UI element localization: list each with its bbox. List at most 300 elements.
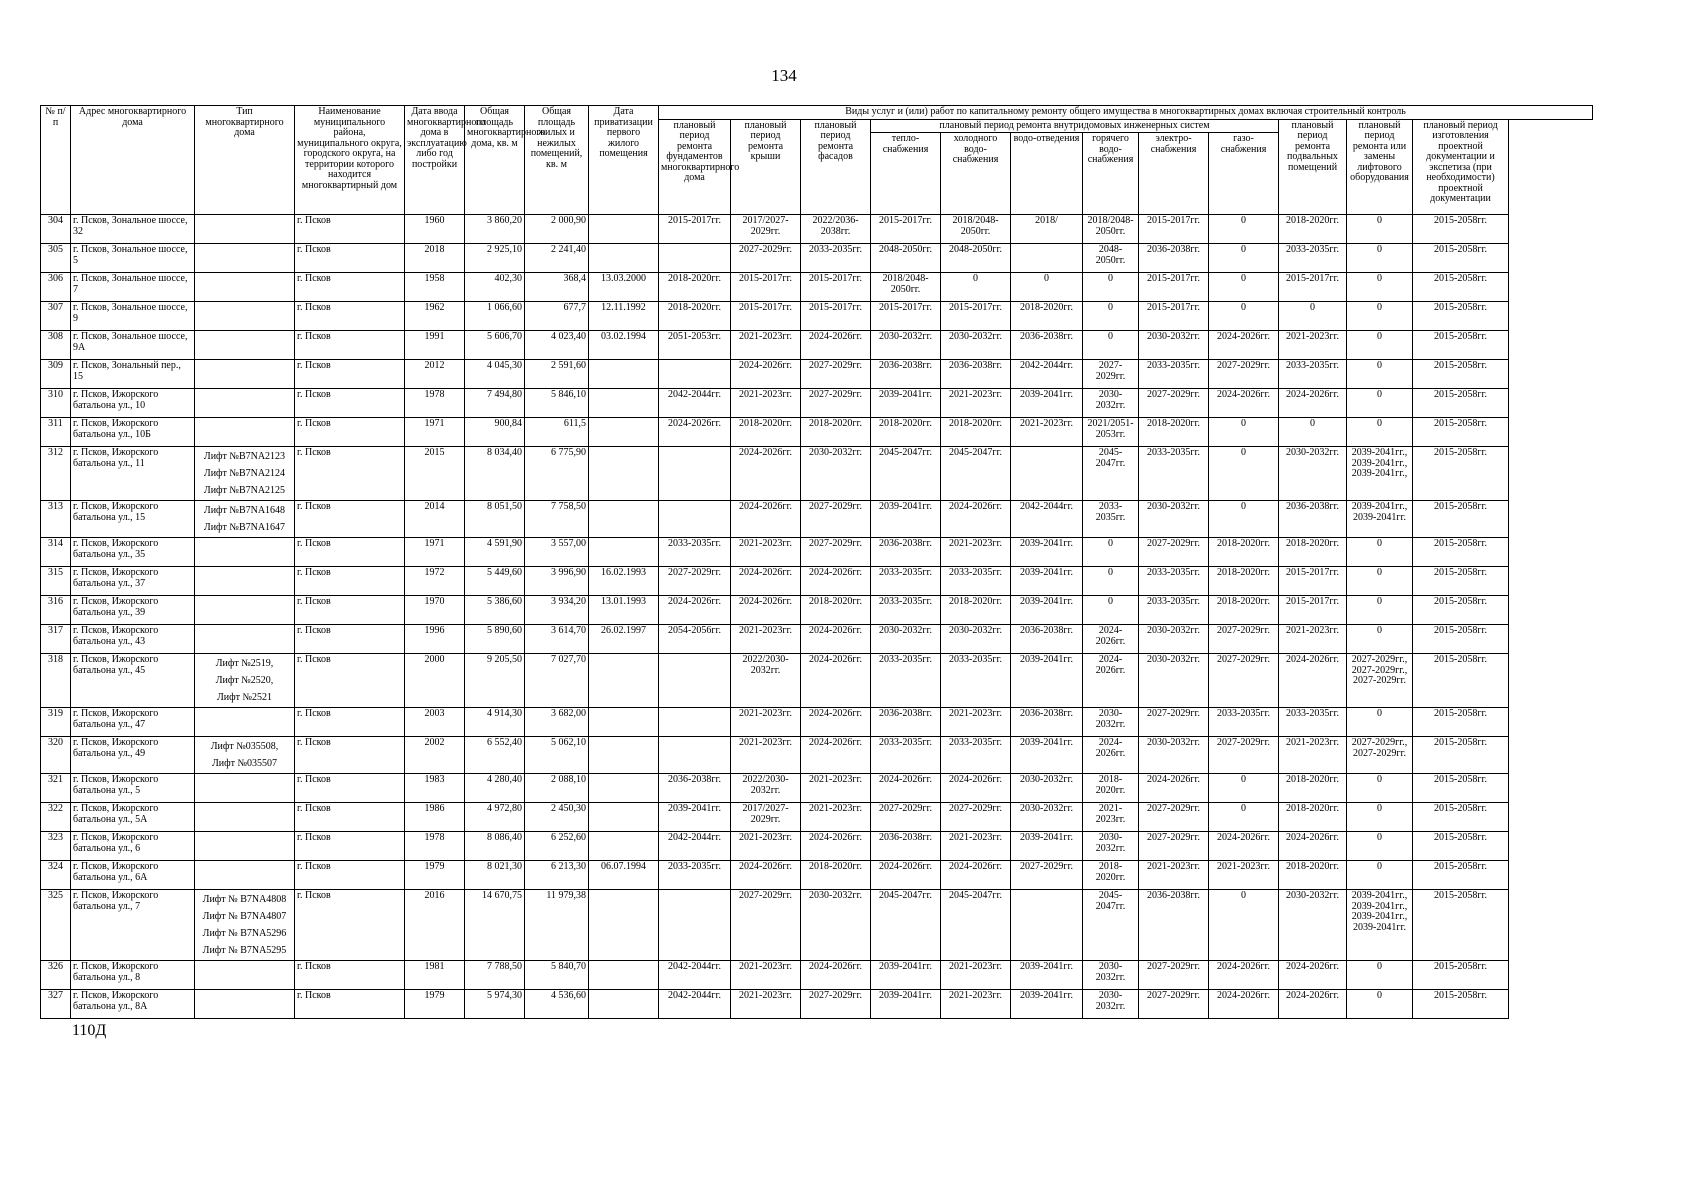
cell-row-number: 322 bbox=[41, 803, 71, 832]
lift-id: Лифт № B7NA5295 bbox=[202, 945, 287, 956]
elevator-period-item: 2027-2029гг., bbox=[1351, 664, 1408, 676]
cell-year: 2003 bbox=[405, 708, 465, 737]
header-design: плановый период изготовления проектной документации и экспетиза (при необходимости) проектной документации bbox=[1413, 119, 1509, 215]
cell-electric-period: 2036-2038гг. bbox=[1139, 890, 1209, 961]
cell-facade-period: 2027-2029гг. bbox=[801, 990, 871, 1019]
cell-row-number: 324 bbox=[41, 861, 71, 890]
cell-municipality: г. Псков bbox=[295, 389, 405, 418]
table-row bbox=[41, 961, 1593, 990]
cell-hot-water-period: 0 bbox=[1083, 596, 1139, 625]
cell-hot-water-period: 2027-2029гг. bbox=[1083, 360, 1139, 389]
cell-basement-period: 2024-2026гг. bbox=[1279, 654, 1347, 708]
cell-heat-period: 2039-2041гг. bbox=[871, 501, 941, 538]
cell-drainage-period: 2039-2041гг. bbox=[1011, 990, 1083, 1019]
cell-facade-period: 2027-2029гг. bbox=[801, 360, 871, 389]
cell-hot-water-period: 2030-2032гг. bbox=[1083, 990, 1139, 1019]
cell-foundation-period: 2039-2041гг. bbox=[659, 803, 731, 832]
cell-cold-water-period: 2045-2047гг. bbox=[941, 890, 1011, 961]
cell-design-period: 2015-2058гг. bbox=[1413, 389, 1509, 418]
cell-address: г. Псков, Зональное шоссе, 9А bbox=[71, 331, 195, 360]
cell-total-area: 900,84 bbox=[465, 418, 525, 447]
cell-gas-period: 2018-2020гг. bbox=[1209, 567, 1279, 596]
cell-living-area: 2 450,30 bbox=[525, 803, 589, 832]
cell-address: г. Псков, Ижорского батальона ул., 15 bbox=[71, 501, 195, 538]
cell-year: 1981 bbox=[405, 961, 465, 990]
cell-hot-water-period: 2030-2032гг. bbox=[1083, 832, 1139, 861]
cell-living-area: 6 252,60 bbox=[525, 832, 589, 861]
cell-living-area: 3 934,20 bbox=[525, 596, 589, 625]
cell-hot-water-period: 2045-2047гг. bbox=[1083, 890, 1139, 961]
cell-privatization-date bbox=[589, 708, 659, 737]
cell-design-period: 2015-2058гг. bbox=[1413, 567, 1509, 596]
cell-gas-period: 2024-2026гг. bbox=[1209, 990, 1279, 1019]
cell-elevator-period: 0 bbox=[1347, 360, 1413, 389]
cell-foundation-period bbox=[659, 447, 731, 501]
cell-privatization-date bbox=[589, 418, 659, 447]
cell-hot-water-period: 2045-2047гг. bbox=[1083, 447, 1139, 501]
cell-roof-period: 2024-2026гг. bbox=[731, 861, 801, 890]
cell-house-type bbox=[195, 861, 295, 890]
cell-cold-water-period: 2015-2017гг. bbox=[941, 302, 1011, 331]
cell-living-area: 5 840,70 bbox=[525, 961, 589, 990]
cell-basement-period: 2018-2020гг. bbox=[1279, 861, 1347, 890]
elevator-period-item: 2039-2041гг. bbox=[1353, 921, 1406, 933]
cell-basement-period: 2024-2026гг. bbox=[1279, 832, 1347, 861]
cell-total-area: 8 021,30 bbox=[465, 861, 525, 890]
cell-year: 1991 bbox=[405, 331, 465, 360]
cell-address: г. Псков, Ижорского батальона ул., 6А bbox=[71, 861, 195, 890]
cell-drainage-period: 2039-2041гг. bbox=[1011, 596, 1083, 625]
lift-id: Лифт №035508, bbox=[210, 741, 279, 752]
cell-living-area: 3 557,00 bbox=[525, 538, 589, 567]
cell-roof-period: 2024-2026гг. bbox=[731, 596, 801, 625]
cell-gas-period: 0 bbox=[1209, 447, 1279, 501]
cell-municipality: г. Псков bbox=[295, 331, 405, 360]
cell-heat-period: 2024-2026гг. bbox=[871, 861, 941, 890]
cell-address: г. Псков, Ижорского батальона ул., 5А bbox=[71, 803, 195, 832]
cell-row-number: 304 bbox=[41, 215, 71, 244]
cell-heat-period: 2036-2038гг. bbox=[871, 360, 941, 389]
cell-hot-water-period: 0 bbox=[1083, 302, 1139, 331]
cell-total-area: 2 925,10 bbox=[465, 244, 525, 273]
cell-design-period: 2015-2058гг. bbox=[1413, 538, 1509, 567]
page-number: 134 bbox=[771, 66, 797, 85]
elevator-period-item: 2027-2029гг. bbox=[1353, 675, 1406, 686]
cell-electric-period: 2015-2017гг. bbox=[1139, 302, 1209, 331]
cell-row-number: 326 bbox=[41, 961, 71, 990]
header-drainage: водо-отведения bbox=[1011, 133, 1083, 215]
cell-roof-period: 2015-2017гг. bbox=[731, 302, 801, 331]
table-row bbox=[41, 861, 1593, 890]
cell-house-type bbox=[195, 737, 295, 774]
cell-privatization-date bbox=[589, 961, 659, 990]
cell-facade-period: 2018-2020гг. bbox=[801, 861, 871, 890]
cell-house-type bbox=[195, 708, 295, 737]
cell-hot-water-period: 2033-2035гг. bbox=[1083, 501, 1139, 538]
cell-living-area: 3 614,70 bbox=[525, 625, 589, 654]
cell-heat-period: 2033-2035гг. bbox=[871, 596, 941, 625]
elevator-period-item: 2039-2041гг., bbox=[1351, 468, 1408, 479]
cell-total-area: 4 045,30 bbox=[465, 360, 525, 389]
cell-year: 1958 bbox=[405, 273, 465, 302]
cell-foundation-period: 2015-2017гг. bbox=[659, 215, 731, 244]
cell-cold-water-period: 2018/2048-2050гг. bbox=[941, 215, 1011, 244]
cell-address: г. Псков, Зональное шоссе, 32 bbox=[71, 215, 195, 244]
cell-roof-period: 2024-2026гг. bbox=[731, 447, 801, 501]
header-municipality: Наименование муниципального района, муниципального округа, городского округа, на территории которого находится многоквартирный дом bbox=[295, 106, 405, 215]
cell-privatization-date bbox=[589, 654, 659, 708]
cell-cold-water-period: 2021-2023гг. bbox=[941, 832, 1011, 861]
cell-hot-water-period: 0 bbox=[1083, 273, 1139, 302]
header-foundation: плановый период ремонта фундаментов многоквартирного дома bbox=[659, 119, 731, 215]
cell-roof-period: 2017/2027-2029гг. bbox=[731, 215, 801, 244]
cell-year: 1962 bbox=[405, 302, 465, 331]
cell-privatization-date bbox=[589, 774, 659, 803]
cell-privatization-date bbox=[589, 244, 659, 273]
cell-privatization-date bbox=[589, 803, 659, 832]
cell-basement-period: 2015-2017гг. bbox=[1279, 273, 1347, 302]
table-row bbox=[41, 567, 1593, 596]
cell-total-area: 4 591,90 bbox=[465, 538, 525, 567]
cell-living-area: 7 027,70 bbox=[525, 654, 589, 708]
cell-gas-period: 2021-2023гг. bbox=[1209, 861, 1279, 890]
cell-year: 1979 bbox=[405, 861, 465, 890]
lift-id: Лифт №2521 bbox=[216, 692, 273, 703]
cell-municipality: г. Псков bbox=[295, 501, 405, 538]
cell-heat-period: 2018-2020гг. bbox=[871, 418, 941, 447]
cell-heat-period: 2027-2029гг. bbox=[871, 803, 941, 832]
cell-foundation-period: 2018-2020гг. bbox=[659, 302, 731, 331]
cell-row-number: 305 bbox=[41, 244, 71, 273]
cell-facade-period: 2027-2029гг. bbox=[801, 538, 871, 567]
cell-design-period: 2015-2058гг. bbox=[1413, 737, 1509, 774]
lift-id: Лифт № B7NA5296 bbox=[202, 928, 287, 939]
cell-drainage-period: 2039-2041гг. bbox=[1011, 961, 1083, 990]
header-electric: электро-снабжения bbox=[1139, 133, 1209, 215]
cell-hot-water-period: 2024-2026гг. bbox=[1083, 737, 1139, 774]
cell-electric-period: 2033-2035гг. bbox=[1139, 596, 1209, 625]
cell-elevator-period: 0 bbox=[1347, 389, 1413, 418]
cell-drainage-period: 2018/ bbox=[1011, 215, 1083, 244]
cell-facade-period: 2015-2017гг. bbox=[801, 302, 871, 331]
cell-gas-period: 0 bbox=[1209, 215, 1279, 244]
elevator-period-item: 2039-2041гг., bbox=[1351, 457, 1408, 469]
cell-row-number: 319 bbox=[41, 708, 71, 737]
cell-electric-period: 2027-2029гг. bbox=[1139, 708, 1209, 737]
cell-privatization-date: 06.07.1994 bbox=[589, 861, 659, 890]
cell-cold-water-period: 2036-2038гг. bbox=[941, 360, 1011, 389]
cell-address: г. Псков, Зональное шоссе, 7 bbox=[71, 273, 195, 302]
cell-foundation-period: 2024-2026гг. bbox=[659, 596, 731, 625]
cell-foundation-period: 2042-2044гг. bbox=[659, 990, 731, 1019]
cell-facade-period: 2024-2026гг. bbox=[801, 331, 871, 360]
cell-design-period: 2015-2058гг. bbox=[1413, 654, 1509, 708]
cell-gas-period: 2033-2035гг. bbox=[1209, 708, 1279, 737]
cell-total-area: 8 086,40 bbox=[465, 832, 525, 861]
cell-elevator-period: 0 bbox=[1347, 861, 1413, 890]
table-row bbox=[41, 625, 1593, 654]
cell-foundation-period: 2033-2035гг. bbox=[659, 861, 731, 890]
cell-year: 1978 bbox=[405, 832, 465, 861]
cell-total-area: 4 972,80 bbox=[465, 803, 525, 832]
cell-municipality: г. Псков bbox=[295, 418, 405, 447]
cell-row-number: 318 bbox=[41, 654, 71, 708]
cell-address: г. Псков, Ижорского батальона ул., 45 bbox=[71, 654, 195, 708]
cell-living-area: 3 996,90 bbox=[525, 567, 589, 596]
cell-living-area: 611,5 bbox=[525, 418, 589, 447]
cell-facade-period: 2024-2026гг. bbox=[801, 832, 871, 861]
cell-cold-water-period: 2018-2020гг. bbox=[941, 418, 1011, 447]
table-row bbox=[41, 447, 1593, 501]
cell-cold-water-period: 2030-2032гг. bbox=[941, 625, 1011, 654]
cell-elevator-period: 0 bbox=[1347, 596, 1413, 625]
cell-facade-period: 2024-2026гг. bbox=[801, 567, 871, 596]
cell-row-number: 311 bbox=[41, 418, 71, 447]
cell-cold-water-period: 2048-2050гг. bbox=[941, 244, 1011, 273]
cell-drainage-period: 2042-2044гг. bbox=[1011, 360, 1083, 389]
cell-cold-water-period: 2033-2035гг. bbox=[941, 737, 1011, 774]
cell-row-number: 315 bbox=[41, 567, 71, 596]
cell-heat-period: 2039-2041гг. bbox=[871, 389, 941, 418]
cell-foundation-period: 2042-2044гг. bbox=[659, 389, 731, 418]
cell-foundation-period bbox=[659, 708, 731, 737]
cell-house-type bbox=[195, 567, 295, 596]
cell-living-area: 5 062,10 bbox=[525, 737, 589, 774]
cell-house-type bbox=[195, 418, 295, 447]
cell-facade-period: 2021-2023гг. bbox=[801, 774, 871, 803]
cell-facade-period: 2033-2035гг. bbox=[801, 244, 871, 273]
cell-elevator-period bbox=[1347, 501, 1413, 538]
table-row bbox=[41, 215, 1593, 244]
elevator-period-item: 2039-2041гг., bbox=[1351, 911, 1408, 922]
cell-design-period: 2015-2058гг. bbox=[1413, 774, 1509, 803]
cell-foundation-period bbox=[659, 654, 731, 708]
cell-design-period: 2015-2058гг. bbox=[1413, 244, 1509, 273]
cell-basement-period: 2021-2023гг. bbox=[1279, 331, 1347, 360]
cell-total-area: 8 034,40 bbox=[465, 447, 525, 501]
cell-year: 1986 bbox=[405, 803, 465, 832]
cell-privatization-date bbox=[589, 389, 659, 418]
cell-basement-period: 2021-2023гг. bbox=[1279, 737, 1347, 774]
cell-total-area: 1 066,60 bbox=[465, 302, 525, 331]
cell-elevator-period: 0 bbox=[1347, 961, 1413, 990]
cell-hot-water-period: 2030-2032гг. bbox=[1083, 708, 1139, 737]
cell-gas-period: 0 bbox=[1209, 244, 1279, 273]
table-row bbox=[41, 708, 1593, 737]
cell-foundation-period bbox=[659, 501, 731, 538]
table-row bbox=[41, 389, 1593, 418]
cell-design-period: 2015-2058гг. bbox=[1413, 961, 1509, 990]
cell-basement-period: 2030-2032гг. bbox=[1279, 890, 1347, 961]
cell-address: г. Псков, Зональный пер., 15 bbox=[71, 360, 195, 389]
cell-design-period: 2015-2058гг. bbox=[1413, 890, 1509, 961]
cell-total-area: 4 914,30 bbox=[465, 708, 525, 737]
cell-gas-period: 2024-2026гг. bbox=[1209, 331, 1279, 360]
cell-year: 1971 bbox=[405, 418, 465, 447]
cell-elevator-period: 0 bbox=[1347, 567, 1413, 596]
cell-facade-period: 2018-2020гг. bbox=[801, 596, 871, 625]
cell-electric-period: 2021-2023гг. bbox=[1139, 861, 1209, 890]
header-engineering-group: плановый период ремонта внутридомовых инженерных систем bbox=[871, 119, 1279, 133]
header-facade: плановый период ремонта фасадов bbox=[801, 119, 871, 215]
cell-address: г. Псков, Ижорского батальона ул., 8А bbox=[71, 990, 195, 1019]
cell-address: г. Псков, Ижорского батальона ул., 43 bbox=[71, 625, 195, 654]
cell-gas-period: 2027-2029гг. bbox=[1209, 360, 1279, 389]
table-row bbox=[41, 538, 1593, 567]
cell-basement-period: 0 bbox=[1279, 418, 1347, 447]
cell-cold-water-period: 2024-2026гг. bbox=[941, 774, 1011, 803]
cell-municipality: г. Псков bbox=[295, 803, 405, 832]
cell-elevator-period bbox=[1347, 890, 1413, 961]
cell-living-area: 7 758,50 bbox=[525, 501, 589, 538]
cell-year: 1983 bbox=[405, 774, 465, 803]
cell-privatization-date: 13.01.1993 bbox=[589, 596, 659, 625]
cell-facade-period: 2022/2036-2038гг. bbox=[801, 215, 871, 244]
cell-design-period: 2015-2058гг. bbox=[1413, 708, 1509, 737]
cell-living-area: 5 846,10 bbox=[525, 389, 589, 418]
elevator-period-item: 2039-2041гг., bbox=[1351, 501, 1408, 512]
header-gas: газо-снабжения bbox=[1209, 133, 1279, 215]
cell-row-number: 306 bbox=[41, 273, 71, 302]
cell-basement-period: 2024-2026гг. bbox=[1279, 990, 1347, 1019]
table-row bbox=[41, 774, 1593, 803]
cell-gas-period: 0 bbox=[1209, 803, 1279, 832]
cell-elevator-period: 0 bbox=[1347, 538, 1413, 567]
cell-hot-water-period: 2018-2020гг. bbox=[1083, 774, 1139, 803]
cell-electric-period: 2027-2029гг. bbox=[1139, 538, 1209, 567]
cell-roof-period: 2021-2023гг. bbox=[731, 331, 801, 360]
table-row bbox=[41, 418, 1593, 447]
cell-roof-period: 2022/2030-2032гг. bbox=[731, 654, 801, 708]
cell-roof-period: 2021-2023гг. bbox=[731, 990, 801, 1019]
cell-hot-water-period: 2018/2048-2050гг. bbox=[1083, 215, 1139, 244]
header-total-area: Общая площадь многоквартирного дома, кв. м bbox=[465, 106, 525, 215]
cell-municipality: г. Псков bbox=[295, 538, 405, 567]
cell-elevator-period: 0 bbox=[1347, 215, 1413, 244]
cell-gas-period: 2024-2026гг. bbox=[1209, 832, 1279, 861]
cell-year: 2014 bbox=[405, 501, 465, 538]
cell-year: 1978 bbox=[405, 389, 465, 418]
cell-hot-water-period: 2021-2023гг. bbox=[1083, 803, 1139, 832]
elevator-period-item: 2039-2041гг., bbox=[1351, 900, 1408, 912]
cell-electric-period: 2027-2029гг. bbox=[1139, 803, 1209, 832]
header-type: Тип многоквартирного дома bbox=[195, 106, 295, 215]
cell-drainage-period: 2039-2041гг. bbox=[1011, 538, 1083, 567]
cell-house-type bbox=[195, 389, 295, 418]
cell-roof-period: 2021-2023гг. bbox=[731, 538, 801, 567]
cell-elevator-period: 0 bbox=[1347, 803, 1413, 832]
table-body bbox=[41, 215, 1593, 1019]
cell-house-type bbox=[195, 273, 295, 302]
cell-gas-period: 0 bbox=[1209, 774, 1279, 803]
cell-drainage-period bbox=[1011, 890, 1083, 961]
cell-electric-period: 2027-2029гг. bbox=[1139, 832, 1209, 861]
table-row bbox=[41, 654, 1593, 708]
cell-privatization-date bbox=[589, 737, 659, 774]
header-num: № п/п bbox=[41, 106, 71, 215]
cell-facade-period: 2015-2017гг. bbox=[801, 273, 871, 302]
cell-facade-period: 2024-2026гг. bbox=[801, 654, 871, 708]
cell-facade-period: 2027-2029гг. bbox=[801, 389, 871, 418]
header-elevator: плановый период ремонта или замены лифтового оборудования bbox=[1347, 119, 1413, 215]
cell-heat-period: 2039-2041гг. bbox=[871, 990, 941, 1019]
cell-basement-period: 2024-2026гг. bbox=[1279, 961, 1347, 990]
cell-year: 2012 bbox=[405, 360, 465, 389]
cell-address: г. Псков, Зональное шоссе, 9 bbox=[71, 302, 195, 331]
cell-total-area: 14 670,75 bbox=[465, 890, 525, 961]
cell-house-type bbox=[195, 961, 295, 990]
cell-basement-period: 2018-2020гг. bbox=[1279, 774, 1347, 803]
cell-basement-period: 2030-2032гг. bbox=[1279, 447, 1347, 501]
cell-hot-water-period: 2024-2026гг. bbox=[1083, 625, 1139, 654]
cell-living-area: 3 682,00 bbox=[525, 708, 589, 737]
cell-municipality: г. Псков bbox=[295, 990, 405, 1019]
cell-gas-period: 0 bbox=[1209, 273, 1279, 302]
cell-design-period: 2015-2058гг. bbox=[1413, 990, 1509, 1019]
cell-roof-period: 2018-2020гг. bbox=[731, 418, 801, 447]
cell-roof-period: 2027-2029гг. bbox=[731, 890, 801, 961]
cell-drainage-period: 2030-2032гг. bbox=[1011, 803, 1083, 832]
table-row bbox=[41, 596, 1593, 625]
cell-cold-water-period: 2045-2047гг. bbox=[941, 447, 1011, 501]
cell-house-type bbox=[195, 990, 295, 1019]
cell-address: г. Псков, Ижорского батальона ул., 7 bbox=[71, 890, 195, 961]
cell-house-type bbox=[195, 447, 295, 501]
lift-id: Лифт №2519, bbox=[215, 658, 274, 669]
cell-row-number: 313 bbox=[41, 501, 71, 538]
cell-municipality: г. Псков bbox=[295, 302, 405, 331]
cell-cold-water-period: 2030-2032гг. bbox=[941, 331, 1011, 360]
cell-foundation-period: 2042-2044гг. bbox=[659, 961, 731, 990]
cell-foundation-period bbox=[659, 890, 731, 961]
cell-hot-water-period: 2018-2020гг. bbox=[1083, 861, 1139, 890]
table-row bbox=[41, 244, 1593, 273]
cell-elevator-period: 0 bbox=[1347, 625, 1413, 654]
cell-design-period: 2015-2058гг. bbox=[1413, 447, 1509, 501]
cell-gas-period: 2024-2026гг. bbox=[1209, 389, 1279, 418]
cell-municipality: г. Псков bbox=[295, 273, 405, 302]
cell-gas-period: 0 bbox=[1209, 501, 1279, 538]
cell-heat-period: 2036-2038гг. bbox=[871, 538, 941, 567]
cell-design-period: 2015-2058гг. bbox=[1413, 331, 1509, 360]
elevator-period-item: 2039-2041гг., bbox=[1351, 890, 1408, 901]
cell-address: г. Псков, Ижорского батальона ул., 8 bbox=[71, 961, 195, 990]
header-hot-water: горячего водо-снабжения bbox=[1083, 133, 1139, 215]
cell-drainage-period bbox=[1011, 447, 1083, 501]
cell-roof-period: 2021-2023гг. bbox=[731, 625, 801, 654]
cell-hot-water-period: 2024-2026гг. bbox=[1083, 654, 1139, 708]
cell-municipality: г. Псков bbox=[295, 360, 405, 389]
cell-electric-period: 2036-2038гг. bbox=[1139, 244, 1209, 273]
cell-design-period: 2015-2058гг. bbox=[1413, 501, 1509, 538]
elevator-period-item: 2039-2041гг. bbox=[1353, 511, 1406, 523]
cell-roof-period: 2021-2023гг. bbox=[731, 832, 801, 861]
cell-address: г. Псков, Ижорского батальона ул., 35 bbox=[71, 538, 195, 567]
cell-cold-water-period: 2021-2023гг. bbox=[941, 389, 1011, 418]
cell-roof-period: 2021-2023гг. bbox=[731, 961, 801, 990]
cell-row-number: 320 bbox=[41, 737, 71, 774]
cell-house-type bbox=[195, 360, 295, 389]
cell-living-area: 2 000,90 bbox=[525, 215, 589, 244]
cell-design-period: 2015-2058гг. bbox=[1413, 302, 1509, 331]
cell-gas-period: 2027-2029гг. bbox=[1209, 654, 1279, 708]
cell-heat-period: 2045-2047гг. bbox=[871, 890, 941, 961]
cell-hot-water-period: 0 bbox=[1083, 331, 1139, 360]
cell-house-type bbox=[195, 538, 295, 567]
header-address: Адрес многоквартирного дома bbox=[71, 106, 195, 215]
lift-id: Лифт №B7NA2125 bbox=[203, 485, 286, 496]
table-row bbox=[41, 501, 1593, 538]
